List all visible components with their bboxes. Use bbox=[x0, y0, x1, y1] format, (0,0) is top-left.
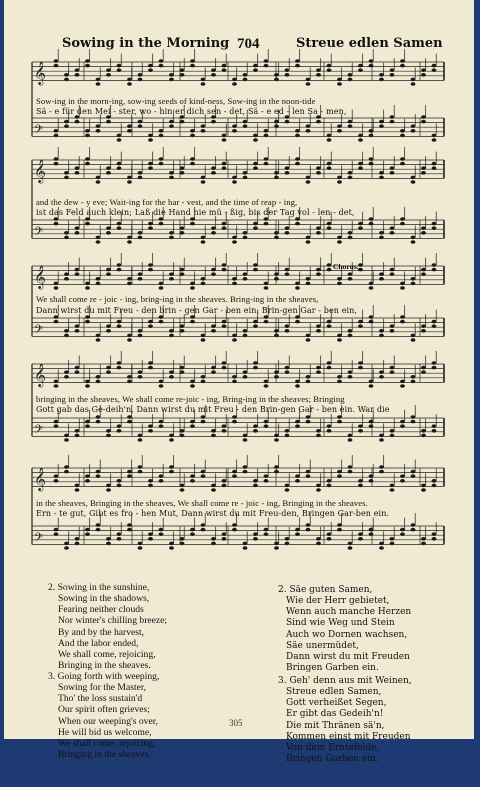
svg-text:𝄢: 𝄢 bbox=[34, 225, 44, 242]
lyrics-en-4: bringing in the sheaves, We shall come re-joic - ing, Bring-ing in the sheaves; Bringing bbox=[36, 394, 345, 404]
lyrics-en-3: We shall come re - joic - ing, bring-ing in the sheaves. Bring-ing in the sheaves, bbox=[36, 294, 319, 304]
lyrics-de-4: Gott gab das Ge-deih'n, Dann wirst du mit Freu - den Brin-gen Gar - ben ein. War die bbox=[36, 405, 390, 414]
lyrics-de-5: Ern - te gut, Gibt es fro - hen Mut, Dann wirst du mit Freu-den, Bringen Gar-ben ein. bbox=[36, 509, 390, 518]
verse-de-3: 3. Geh' denn aus mit Weinen, Streue edlen Samen, Gott verheißet Segen, Er gibt das Gedeih'n! Die mit Thränen sä'n, Kommen einst mit Freuden Von dem Erntefelde, Bringen Garben ein. bbox=[278, 676, 412, 764]
verse-en-3: 3. Going forth with weeping, Sowing for the Master, Tho' the loss sustain'd Our spirit often grieves; When our weeping's over, He will bid us welcome, We shall come, rejoicing, Bringing in the sheaves. bbox=[48, 671, 160, 760]
lyrics-en-1: Sow-ing in the morn-ing, sow-ing seeds of kind-ness, Sow-ing in the noon-tide bbox=[36, 96, 316, 106]
lyrics-de-3: Dann wirst du mit Freu - den brin - gen Gar - ben ein. Brin-gen Gar - ben ein, bbox=[36, 306, 358, 315]
svg-text:𝄢: 𝄢 bbox=[34, 323, 44, 340]
hymn-title-german: Streue edlen Samen bbox=[296, 36, 443, 51]
svg-text:𝄞: 𝄞 bbox=[34, 362, 46, 387]
lyrics-en-5: in the sheaves, Bringing in the sheaves, We shall come re - joic - ing, Bringing in the sheaves. bbox=[36, 498, 368, 508]
svg-text:𝄢: 𝄢 bbox=[34, 123, 44, 140]
chorus-label: Chorus. bbox=[333, 262, 359, 271]
hymn-page bbox=[4, 0, 474, 764]
lyrics-de-2: ist das Feld auch klein; Laß die Hand nie mü - ßig, bis der Tag vol - len - det, bbox=[36, 208, 355, 217]
verse-de-2: 2. Säe guten Samen, Wie der Herr gebietet, Wenn auch manche Herzen Sind wie Weg und Stein Auch wo Dornen wachsen, Säe unermüdet, Dann wirst du mit Freuden Bringen Garben ein. bbox=[278, 585, 412, 673]
page-number: 305 bbox=[229, 718, 243, 728]
svg-text:𝄞: 𝄞 bbox=[34, 466, 46, 491]
svg-text:𝄞: 𝄞 bbox=[34, 158, 46, 183]
hymn-title-english: Sowing in the Morning bbox=[62, 36, 230, 51]
svg-text:𝄞: 𝄞 bbox=[34, 60, 46, 85]
svg-text:𝄞: 𝄞 bbox=[34, 264, 46, 289]
lyrics-de-1: Sä - e für den Mei - ster, wo - hin er dich sen - det, Sä - e ed - len Sa - men, bbox=[36, 107, 347, 116]
verse-en-2: 2. Sowing in the sunshine, Sowing in the shadows, Fearing neither clouds Nor winter's chilling breeze; By and by the harvest, And the labor ended, We shall come, rejoicing, Bringing in the sheaves. bbox=[48, 582, 168, 671]
lyrics-en-2: and the dew - y eve; Wait-ing for the har - vest, and the time of reap - ing, bbox=[36, 197, 298, 207]
svg-text:𝄢: 𝄢 bbox=[34, 531, 44, 548]
hymn-number: 704 bbox=[237, 36, 260, 52]
svg-text:𝄢: 𝄢 bbox=[34, 423, 44, 440]
